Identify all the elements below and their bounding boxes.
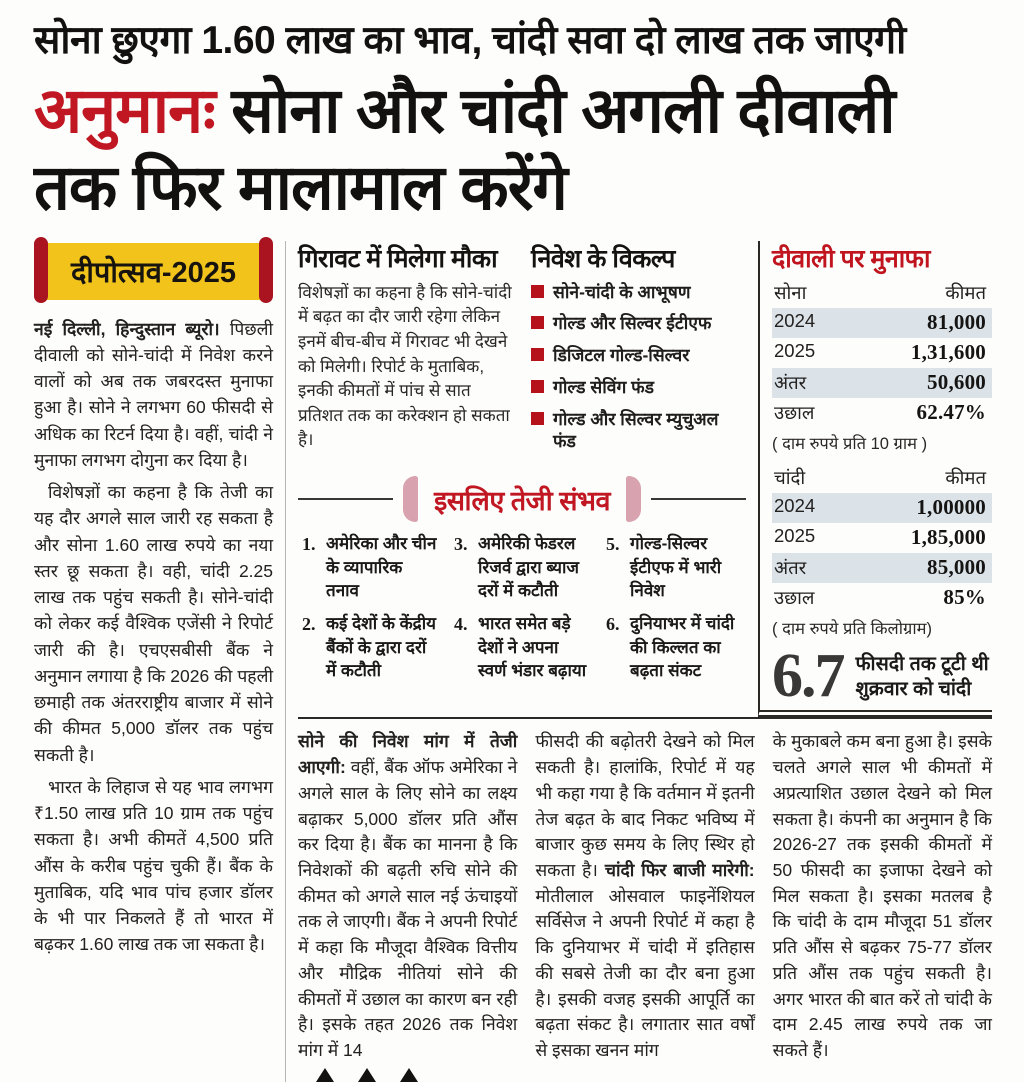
dateline: नई दिल्ली, हिन्दुस्तान ब्यूरो। xyxy=(34,318,220,339)
reason-text: कई देशों के केंद्रीय बैंकों के द्वारा दरों में कटौती xyxy=(326,614,436,681)
reason-text: भारत समेत बड़े देशों ने अपना स्वर्ण भंडार बढ़ाया xyxy=(478,614,587,681)
reasons-grid xyxy=(298,532,746,703)
table-row xyxy=(772,368,992,398)
bullet-square-icon xyxy=(531,285,544,298)
table-header-row xyxy=(772,464,992,493)
row-value: 1,85,000 xyxy=(910,525,986,550)
row-value: 1,31,600 xyxy=(910,340,986,365)
upper-panel xyxy=(298,241,992,718)
article-column-2 xyxy=(535,729,754,1081)
bullet-square-icon xyxy=(531,380,544,393)
paragraph: विशेषज्ञों का कहना है कि तेजी का यह दौर अगले साल जारी रह सकता है और सोना 1.60 लाख रुपये का नया स्तर छू सकता है। वही, चांदी 2.25 लाख तक पहुंच सकती है। सोने-चांदी को लेकर कई वैश्विक एजेंसी ने रिपोर्ट जारी की है। एचएसबीसी बैंक ने अनुमान लगाया है कि 2026 की पहली छमाही तक अंतरराष्ट्रीय बाजार में सोने की कीमत 5,000 डॉलर तक पहुंच सकती है। xyxy=(34,482,273,765)
article-column-1 xyxy=(298,729,517,1081)
column-text: फीसदी की बढ़ोतरी देखने को मिल सकती है। हालांकि, रिपोर्ट में यह भी कहा गया है कि वर्तमान में इतनी तेज बढ़त के बाद निकट भविष्य में बाजार कुछ समय के लिए स्थिर हो सकता है। xyxy=(535,731,755,880)
column-text: वहीं, बैंक ऑफ अमेरिका ने अगले साल के लिए सोने का लक्ष्य बढ़ाकर 5,000 डॉलर प्रति औंस कर दिया है। बैंक का मानना है कि निवेशकों की बढ़ती रुचि सोने की कीमत को अगले साल नई ऊंचाइयों तक ले जाएगी। बैंक ने अपनी रिपोर्ट में कहा कि मौजूदा वैश्विक वित्तीय और मौद्रिक नीतियां सोने की कीमतों में उछाल का कारण बन रही है। इसके तहत 2026 तक निवेश मांग में 14 xyxy=(298,757,518,1061)
bullet-square-icon xyxy=(531,348,544,361)
middle-top-sections xyxy=(298,241,746,463)
reason-number: 6. xyxy=(606,614,620,635)
reason-text: अमेरिकी फेडरल रिजर्व द्वारा ब्याज दरों में कटौती xyxy=(478,534,579,601)
table-row xyxy=(772,493,992,523)
list-item xyxy=(531,281,746,304)
up-triangle-icon xyxy=(358,1068,376,1082)
list-item xyxy=(531,344,746,367)
table-header-row xyxy=(772,279,992,308)
row-label: अंतर xyxy=(774,557,807,579)
edition-badge xyxy=(36,243,271,300)
row-value: 85% xyxy=(943,585,986,610)
pink-bracket-icon xyxy=(626,476,641,522)
paragraph xyxy=(34,316,273,474)
reason-number: 1. xyxy=(302,534,316,555)
reason-item xyxy=(302,532,438,602)
reason-item xyxy=(302,612,438,682)
section-correction xyxy=(298,241,513,463)
options-list xyxy=(531,281,746,454)
column-header: चांदी xyxy=(774,466,806,488)
list-item-label: गोल्ड और सिल्वर ईटीएफ xyxy=(553,313,712,334)
row-label: अंतर xyxy=(774,372,807,394)
bullet-square-icon xyxy=(531,316,544,329)
subhead-silver: चांदी फिर बाजी मारेगी: xyxy=(604,860,755,880)
row-label: 2025 xyxy=(774,340,816,362)
left-column xyxy=(34,241,286,1082)
reasons-column xyxy=(454,532,590,693)
up-triangle-icon xyxy=(316,1068,334,1082)
table-note: ( दाम रुपये प्रति किलोग्राम) xyxy=(772,619,932,638)
rule-line xyxy=(298,498,393,500)
reason-text: अमेरिका और चीन के व्यापारिक तनाव xyxy=(326,534,437,601)
column-header: सोना xyxy=(774,281,807,303)
table-row xyxy=(772,553,992,583)
kicker-headline: सोना छुएगा 1.60 लाख का भाव, चांदी सवा दो लाख तक जाएगी xyxy=(34,19,906,62)
reasons-column xyxy=(606,532,742,693)
reason-text: दुनियाभर में चांदी की किल्लत का बढ़ता संकट xyxy=(630,614,735,681)
section-title: निवेश के विकल्प xyxy=(531,244,675,273)
section-title: गिरावट में मिलेगा मौका xyxy=(298,244,498,273)
silver-drop-stat xyxy=(772,641,992,710)
article-column-3 xyxy=(773,729,992,1081)
row-value: 62.47% xyxy=(916,400,986,425)
section-body: विशेषज्ञों का कहना है कि सोने-चांदी में बढ़त का दौर जारी रहेगा लेकिन इनमें बीच-बीच में गिरावट भी देखने को मिलेगी। रिपोर्ट के मुताबिक, इनकी कीमतों में पांच से सात प्रतिशत तक का करेक्शन हो सकता है। xyxy=(298,282,512,450)
badge-left-bracket-icon xyxy=(34,237,48,303)
main-headline xyxy=(34,73,992,227)
stat-caption: फीसदी तक टूटी थी शुक्रवार को चांदी xyxy=(855,653,989,700)
headline-rest: सोना और चांदी अगली दीवाली तक फिर मालामाल करेंगे xyxy=(34,75,895,223)
paragraph: भारत के लिहाज से यह भाव लगभग ₹1.50 लाख प्रति 10 ग्राम तक पहुंच सकता है। अभी कीमतें 4,500 प्रति औंस के करीब पहुंच चुकी हैं। बैंक के मुताबिक, यदि भाव पांच हजार डॉलर के भी पार निकलते हैं तो भारत में बढ़कर 1.60 लाख तक जा सकता है। xyxy=(34,776,273,955)
reason-item xyxy=(606,612,742,682)
row-value: 85,000 xyxy=(927,555,986,580)
main-columns xyxy=(286,241,992,1082)
pink-bracket-icon xyxy=(403,476,418,522)
up-triangle-icon xyxy=(400,1068,418,1082)
list-item-label: डिजिटल गोल्ड-सिल्वर xyxy=(553,345,690,366)
arrow-graphics xyxy=(298,1068,517,1082)
row-label: उछाल xyxy=(774,587,815,609)
reason-item xyxy=(454,532,590,602)
table-row xyxy=(772,398,992,428)
table-row xyxy=(772,338,992,368)
reason-number: 2. xyxy=(302,614,316,635)
list-item-label: सोने-चांदी के आभूषण xyxy=(553,281,691,302)
reason-text: गोल्ड-सिल्वर ईटीएफ में भारी निवेश xyxy=(630,534,722,601)
table-note: ( दाम रुपये प्रति 10 ग्राम ) xyxy=(772,434,928,453)
stat-value: 6.7 xyxy=(772,641,844,710)
bullet-square-icon xyxy=(531,412,544,425)
bottom-article-columns xyxy=(298,717,992,1081)
table-row xyxy=(772,523,992,553)
paragraph-text: पिछली दीवाली को सोने-चांदी में निवेश करने वालों को अब तक जबरदस्त मुनाफा हुआ है। सोने ने लगभग 60 फीसदी से अधिक का रिटर्न दिया है। वहीं, चांदी ने मुनाफा लगभग दोगुना कर दिया है। xyxy=(34,318,273,470)
row-label: 2024 xyxy=(774,495,816,517)
badge-label: दीपोत्सव-2025 xyxy=(43,243,264,300)
column-text: के मुकाबले कम बना हुआ है। इसके चलते अगले साल भी कीमतों में अप्रत्याशित उछाल देखने को मिल सकता है। कंपनी का अनुमान है कि 2026-27 तक इसकी कीमतों में 50 फीसदी का इजाफा देखने को मिल सकता है। इसका मतलब है कि चांदी के दाम मौजूदा 51 डॉलर प्रति औंस से बढ़कर 75-77 डॉलर प्रति औंस तक पहुंच सकती है। अगर भारत की बात करें तो चांदी के दाम 2.45 लाख रुपये तक जा सकते हैं। xyxy=(772,731,992,1061)
section-reasons xyxy=(298,476,746,703)
list-item-label: गोल्ड और सिल्वर म्युचुअल फंड xyxy=(553,408,719,452)
reason-item xyxy=(454,612,590,682)
row-label: उछाल xyxy=(774,402,815,424)
row-label: 2025 xyxy=(774,525,816,547)
row-value: 50,600 xyxy=(927,370,986,395)
section-investment-options xyxy=(531,241,746,463)
left-column-body xyxy=(34,316,273,958)
reason-number: 3. xyxy=(454,534,468,555)
reason-number: 5. xyxy=(606,534,620,555)
reason-item xyxy=(606,532,742,602)
table-row xyxy=(772,308,992,338)
reasons-column xyxy=(302,532,438,693)
reason-number: 4. xyxy=(454,614,468,635)
profit-table-column xyxy=(758,241,992,718)
row-value: 1,00000 xyxy=(916,495,986,520)
list-item xyxy=(531,408,746,454)
headline-prefix: अनुमानः xyxy=(34,75,215,146)
badge-right-bracket-icon xyxy=(259,237,273,303)
list-item-label: गोल्ड सेविंग फंड xyxy=(553,376,655,397)
reasons-header xyxy=(298,476,746,522)
list-item xyxy=(531,312,746,335)
table-row xyxy=(772,583,992,613)
list-item xyxy=(531,376,746,399)
table-title: दीवाली पर मुनाफा xyxy=(772,244,930,273)
subhead-gold-demand: सोने की निवेश मांग में तेजी आएगी: xyxy=(298,731,518,778)
rule-line xyxy=(651,498,746,500)
middle-column xyxy=(298,241,746,718)
row-value: 81,000 xyxy=(927,310,986,335)
content-area xyxy=(34,241,992,1082)
column-header: कीमत xyxy=(945,466,986,488)
column-header: कीमत xyxy=(945,281,986,303)
column-text: मोतीलाल ओसवाल फाइनेंशियल सर्विसेज ने अपनी रिपोर्ट में कहा है कि दुनियाभर में चांदी में इतिहास की सबसे तेजी का दौर बना हुआ है। इसकी वजह इसकी आपूर्ति का बढ़ता संकट है। लगातार सात वर्षों से इसका खनन मांग xyxy=(535,885,755,1061)
reasons-title: इसलिए तेजी संभव xyxy=(434,485,610,516)
row-label: 2024 xyxy=(774,310,816,332)
